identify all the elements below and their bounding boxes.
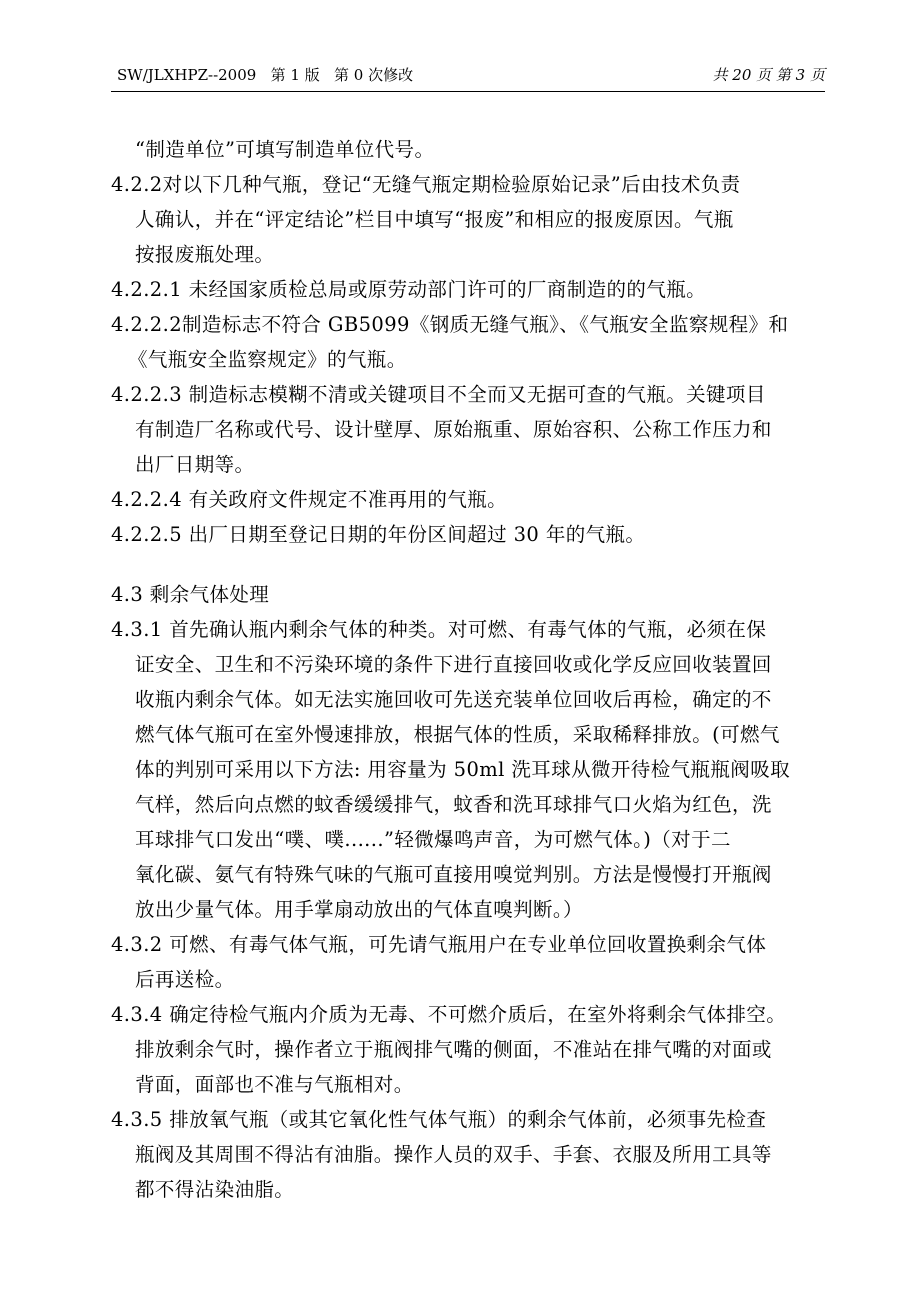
page-number: 共 20 页 第 3 页 — [712, 66, 825, 84]
text-line: 4.2.2.5 出厂日期至登记日期的年份区间超过 30 年的气瓶。 — [111, 523, 646, 546]
text-line: 4.2.2对以下几种气瓶，登记“无缝气瓶定期检验原始记录”后由技术负责 — [111, 173, 741, 196]
text-line: 放出少量气体。用手掌扇动放出的气体直嗅判断。） — [135, 898, 583, 921]
header-divider — [111, 91, 825, 92]
text-line: 收瓶内剩余气体。如无法实施回收可先送充装单位回收后再检，确定的不 — [135, 688, 772, 711]
text-line: 4.3.5 排放氧气瓶（或其它氧化性气体气瓶）的剩余气体前，必须事先检查 — [111, 1108, 767, 1131]
text-line: 有制造厂名称或代号、设计壁厚、原始瓶重、原始容积、公称工作压力和 — [135, 418, 772, 441]
text-line: 证安全、卫生和不污染环境的条件下进行直接回收或化学反应回收装置回 — [135, 653, 772, 676]
text-line: 人确认，并在“评定结论”栏目中填写“报废”和相应的报废原因。气瓶 — [135, 208, 734, 231]
page-header — [111, 62, 825, 88]
text-line: 出厂日期等。 — [135, 453, 255, 476]
text-line: “制造单位”可填写制造单位代号。 — [135, 138, 435, 161]
text-line: 氧化碳、氨气有特殊气味的气瓶可直接用嗅觉判别。方法是慢慢打开瓶阀 — [135, 863, 772, 886]
text-line: 4.2.2.4 有关政府文件规定不准再用的气瓶。 — [111, 488, 508, 511]
document-id: SW/JLXHPZ--2009 第 1 版 第 0 次修改 — [117, 66, 414, 84]
text-line: 4.2.2.2制造标志不符合 GB5099《钢质无缝气瓶》、《气瓶安全监察规程》和 — [111, 313, 789, 336]
text-line: 4.2.2.1 未经国家质检总局或原劳动部门许可的厂商制造的的气瓶。 — [111, 278, 707, 301]
text-line: 4.3.2 可燃、有毒气体气瓶，可先请气瓶用户在专业单位回收置换剩余气体 — [111, 933, 767, 956]
text-line: 都不得沾染油脂。 — [135, 1178, 295, 1201]
text-line: 4.3.4 确定待检气瓶内介质为无毒、不可燃介质后，在室外将剩余气体排空。 — [111, 1003, 787, 1026]
text-line: 气样，然后向点燃的蚊香缓缓排气，蚊香和洗耳球排气口火焰为红色，洗 — [135, 793, 772, 816]
text-line: 4.2.2.3 制造标志模糊不清或关键项目不全而又无据可查的气瓶。关键项目 — [111, 383, 766, 406]
text-line: 4.3.1 首先确认瓶内剩余气体的种类。对可燃、有毒气体的气瓶，必须在保 — [111, 618, 767, 641]
text-line: 排放剩余气时，操作者立于瓶阀排气嘴的侧面，不准站在排气嘴的对面或 — [135, 1038, 772, 1061]
text-line: 耳球排气口发出“噗、噗......”轻微爆鸣声音，为可燃气体。)（对于二 — [135, 828, 731, 851]
section-heading: 4.3 剩余气体处理 — [111, 583, 270, 606]
text-line: 燃气体气瓶可在室外慢速排放，根据气体的性质，采取稀释排放。(可燃气 — [135, 723, 780, 746]
text-line: 按报废瓶处理。 — [135, 243, 275, 266]
text-line: 体的判别可采用以下方法: 用容量为 50ml 洗耳球从微开待检气瓶瓶阀吸取 — [135, 758, 791, 781]
text-line: 瓶阀及其周围不得沾有油脂。操作人员的双手、手套、衣服及所用工具等 — [135, 1143, 772, 1166]
text-line: 后再送检。 — [135, 968, 235, 991]
text-line: 背面，面部也不准与气瓶相对。 — [135, 1073, 414, 1096]
text-line: 《气瓶安全监察规定》的气瓶。 — [128, 348, 407, 371]
